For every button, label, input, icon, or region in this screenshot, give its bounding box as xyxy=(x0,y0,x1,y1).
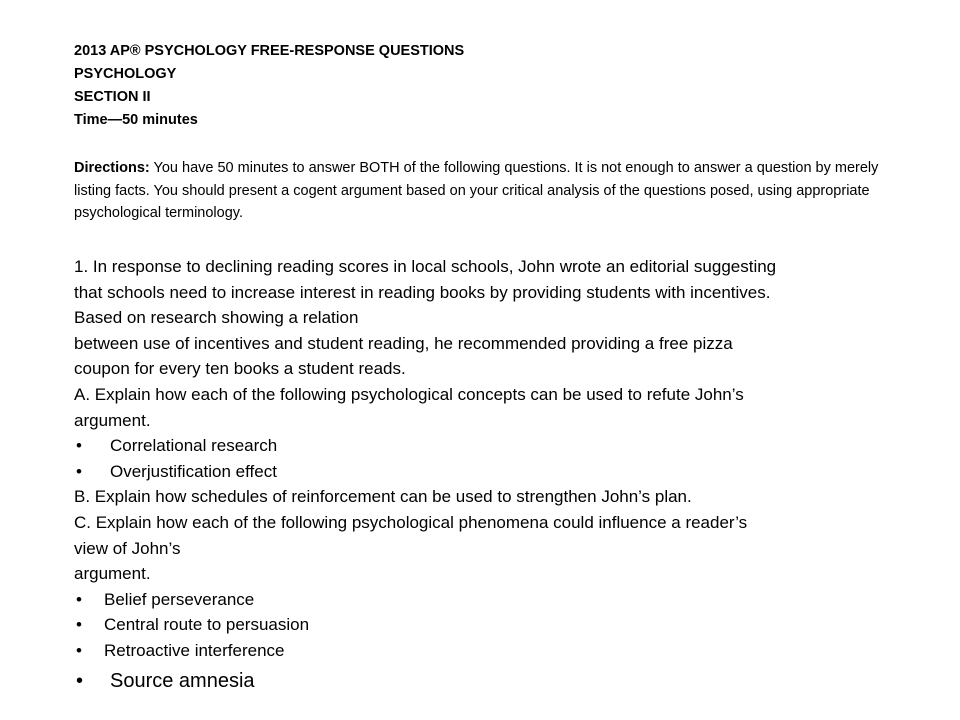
document-header xyxy=(74,40,464,132)
question-1 xyxy=(74,254,904,696)
bullet-icon: • xyxy=(76,436,82,456)
list-item xyxy=(74,612,904,638)
bullet-icon: • xyxy=(76,669,84,692)
question-line: 1. In response to declining reading scores in local schools, John wrote an editorial suggesting xyxy=(74,257,777,276)
bullet-icon: • xyxy=(76,461,82,481)
question-line: coupon for every ten books a student reads. xyxy=(74,359,406,379)
exam-title: 2013 AP® PSYCHOLOGY FREE-RESPONSE QUESTIONS xyxy=(74,43,465,59)
list-item-text: Belief perseverance xyxy=(104,589,255,609)
part-c-prompt-cont: argument. xyxy=(74,564,151,584)
bullet-icon: • xyxy=(76,589,82,609)
list-item-text: Correlational research xyxy=(110,436,278,456)
part-c-prompt: C. Explain how each of the following psychological phenomena could influence a reader’s xyxy=(74,512,748,532)
question-line: between use of incentives and student reading, he recommended providing a free pizza xyxy=(74,333,733,353)
question-line: that schools need to increase interest in reading books by providing students with incentives. xyxy=(74,282,771,302)
list-item-text: Retroactive interference xyxy=(104,640,285,660)
question-line: Based on research showing a relation xyxy=(74,308,359,328)
bullet-icon: • xyxy=(76,640,82,660)
list-item-text: Overjustification effect xyxy=(110,461,277,481)
list-item xyxy=(74,433,904,459)
list-item xyxy=(74,459,904,485)
part-a-prompt-cont: argument. xyxy=(74,410,151,430)
list-item xyxy=(74,638,904,664)
list-item-text: Central route to persuasion xyxy=(104,615,310,635)
time-limit: Time—50 minutes xyxy=(74,112,198,128)
part-a-prompt: A. Explain how each of the following psychological concepts can be used to refute John’s xyxy=(74,384,744,404)
part-c-prompt-cont: view of John’s xyxy=(74,538,181,558)
part-b-prompt: B. Explain how schedules of reinforcement can be used to strengthen John’s plan. xyxy=(74,487,692,507)
list-item xyxy=(74,587,904,613)
directions-paragraph xyxy=(74,157,886,225)
list-item-text: Source amnesia xyxy=(110,669,255,692)
directions-label: Directions: xyxy=(74,160,150,176)
bullet-icon: • xyxy=(76,615,82,635)
subject-title: PSYCHOLOGY xyxy=(74,66,177,82)
section-title: SECTION II xyxy=(74,89,151,105)
list-item xyxy=(74,666,904,696)
directions-text: You have 50 minutes to answer BOTH of the following questions. It is not enough to answer a question by merely listing facts. You should present a cogent argument based on your critical analysis of the questions posed, using appropriate psychological terminology. xyxy=(74,160,879,221)
